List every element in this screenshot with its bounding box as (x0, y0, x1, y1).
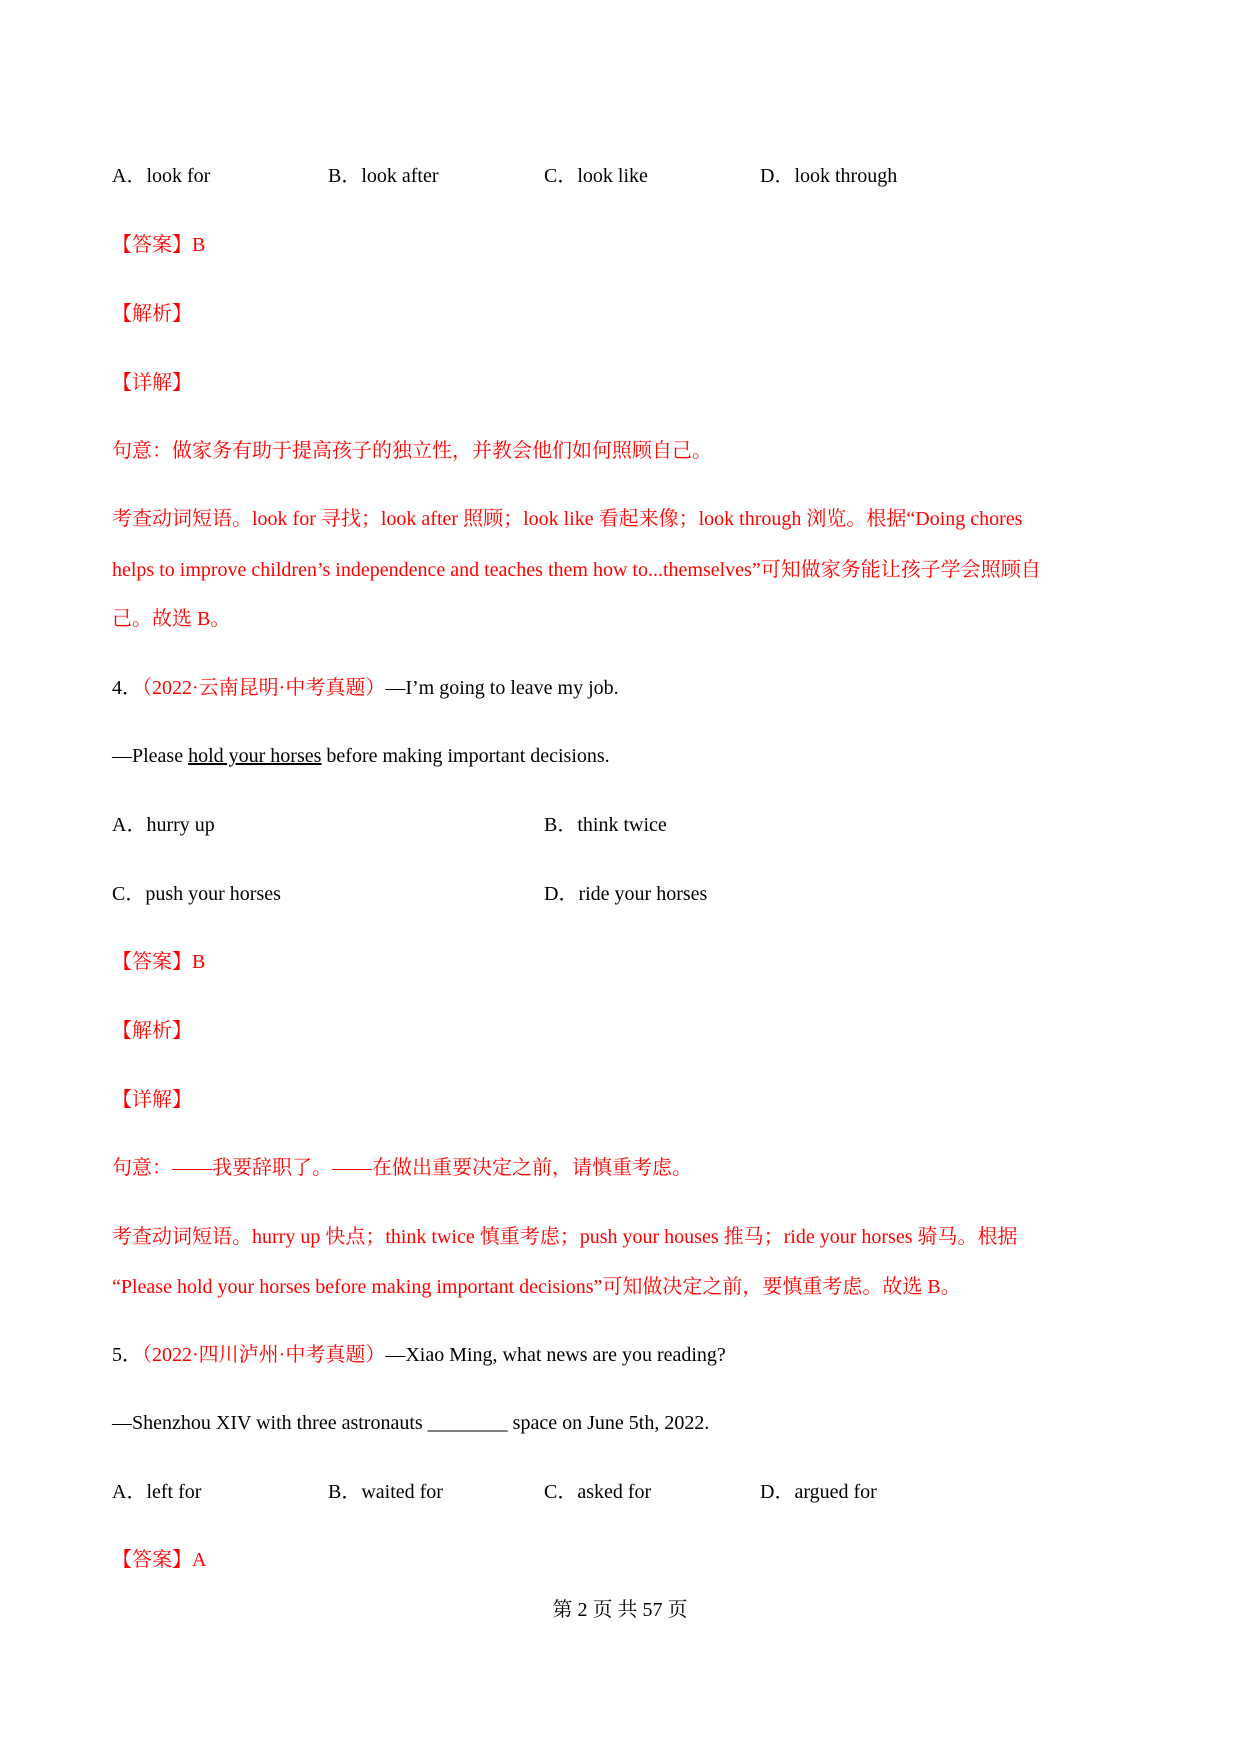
question-source: （2022·四川泸州·中考真题） (142, 1344, 386, 1366)
explanation-line: helps to improve children’s independence and teaches them how to...themselves”可知做家务能让孩子学会照顾自 (112, 559, 1041, 581)
question-text: —Xiao Ming, what news are you reading? (385, 1344, 726, 1366)
option-c: C．asked for (544, 1481, 652, 1503)
underlined-phrase: hold your horses (188, 745, 322, 767)
question-source: （2022·云南昆明·中考真题） (142, 677, 386, 699)
analysis-label: 【解析】 (112, 303, 192, 325)
question-4-stem (112, 676, 619, 700)
response-text: before making important decisions. (321, 745, 610, 767)
question-4-response (112, 744, 610, 768)
detail-label: 【详解】 (112, 372, 192, 394)
detail-label: 【详解】 (112, 1089, 192, 1111)
page-footer: 第 2 页 共 57 页 (552, 1599, 688, 1621)
option-b: B．think twice (544, 814, 667, 836)
option-d: D．look through (760, 165, 898, 187)
question-5-stem (112, 1343, 726, 1367)
option-a: A．left for (112, 1481, 202, 1503)
answer-label: 【答案】B (112, 234, 206, 256)
question-5-response: —Shenzhou XIV with three astronauts ________ space on June 5th, 2022. (112, 1412, 710, 1434)
analysis-label: 【解析】 (112, 1020, 192, 1042)
question-number: 5． (112, 1344, 142, 1366)
option-c: C．push your horses (112, 883, 281, 905)
answer-label: 【答案】A (112, 1549, 207, 1571)
sentence-meaning: 句意：——我要辞职了。——在做出重要决定之前，请慎重考虑。 (112, 1157, 692, 1179)
question-number: 4． (112, 677, 142, 699)
explanation-line: 己。故选 B。 (112, 608, 231, 630)
explanation-line: 考查动词短语。hurry up 快点；think twice 慎重考虑；push your houses 推马；ride your horses 骑马。根据 (112, 1226, 1018, 1248)
option-c: C．look like (544, 165, 648, 187)
response-text: —Please (112, 745, 189, 767)
option-b: B．waited for (328, 1481, 443, 1503)
explanation-line: 考查动词短语。look for 寻找；look after 照顾；look like 看起来像；look through 浏览。根据“Doing chores (112, 508, 1023, 530)
sentence-meaning: 句意：做家务有助于提高孩子的独立性，并教会他们如何照顾自己。 (112, 440, 712, 462)
option-a: A．hurry up (112, 814, 215, 836)
option-b: B．look after (328, 165, 439, 187)
option-a: A．look for (112, 165, 211, 187)
question-text: —I’m going to leave my job. (385, 677, 619, 699)
option-d: D．ride your horses (544, 883, 708, 905)
option-d: D．argued for (760, 1481, 877, 1503)
answer-label: 【答案】B (112, 951, 206, 973)
explanation-line: “Please hold your horses before making important decisions”可知做决定之前，要慎重考虑。故选 B。 (112, 1276, 961, 1298)
